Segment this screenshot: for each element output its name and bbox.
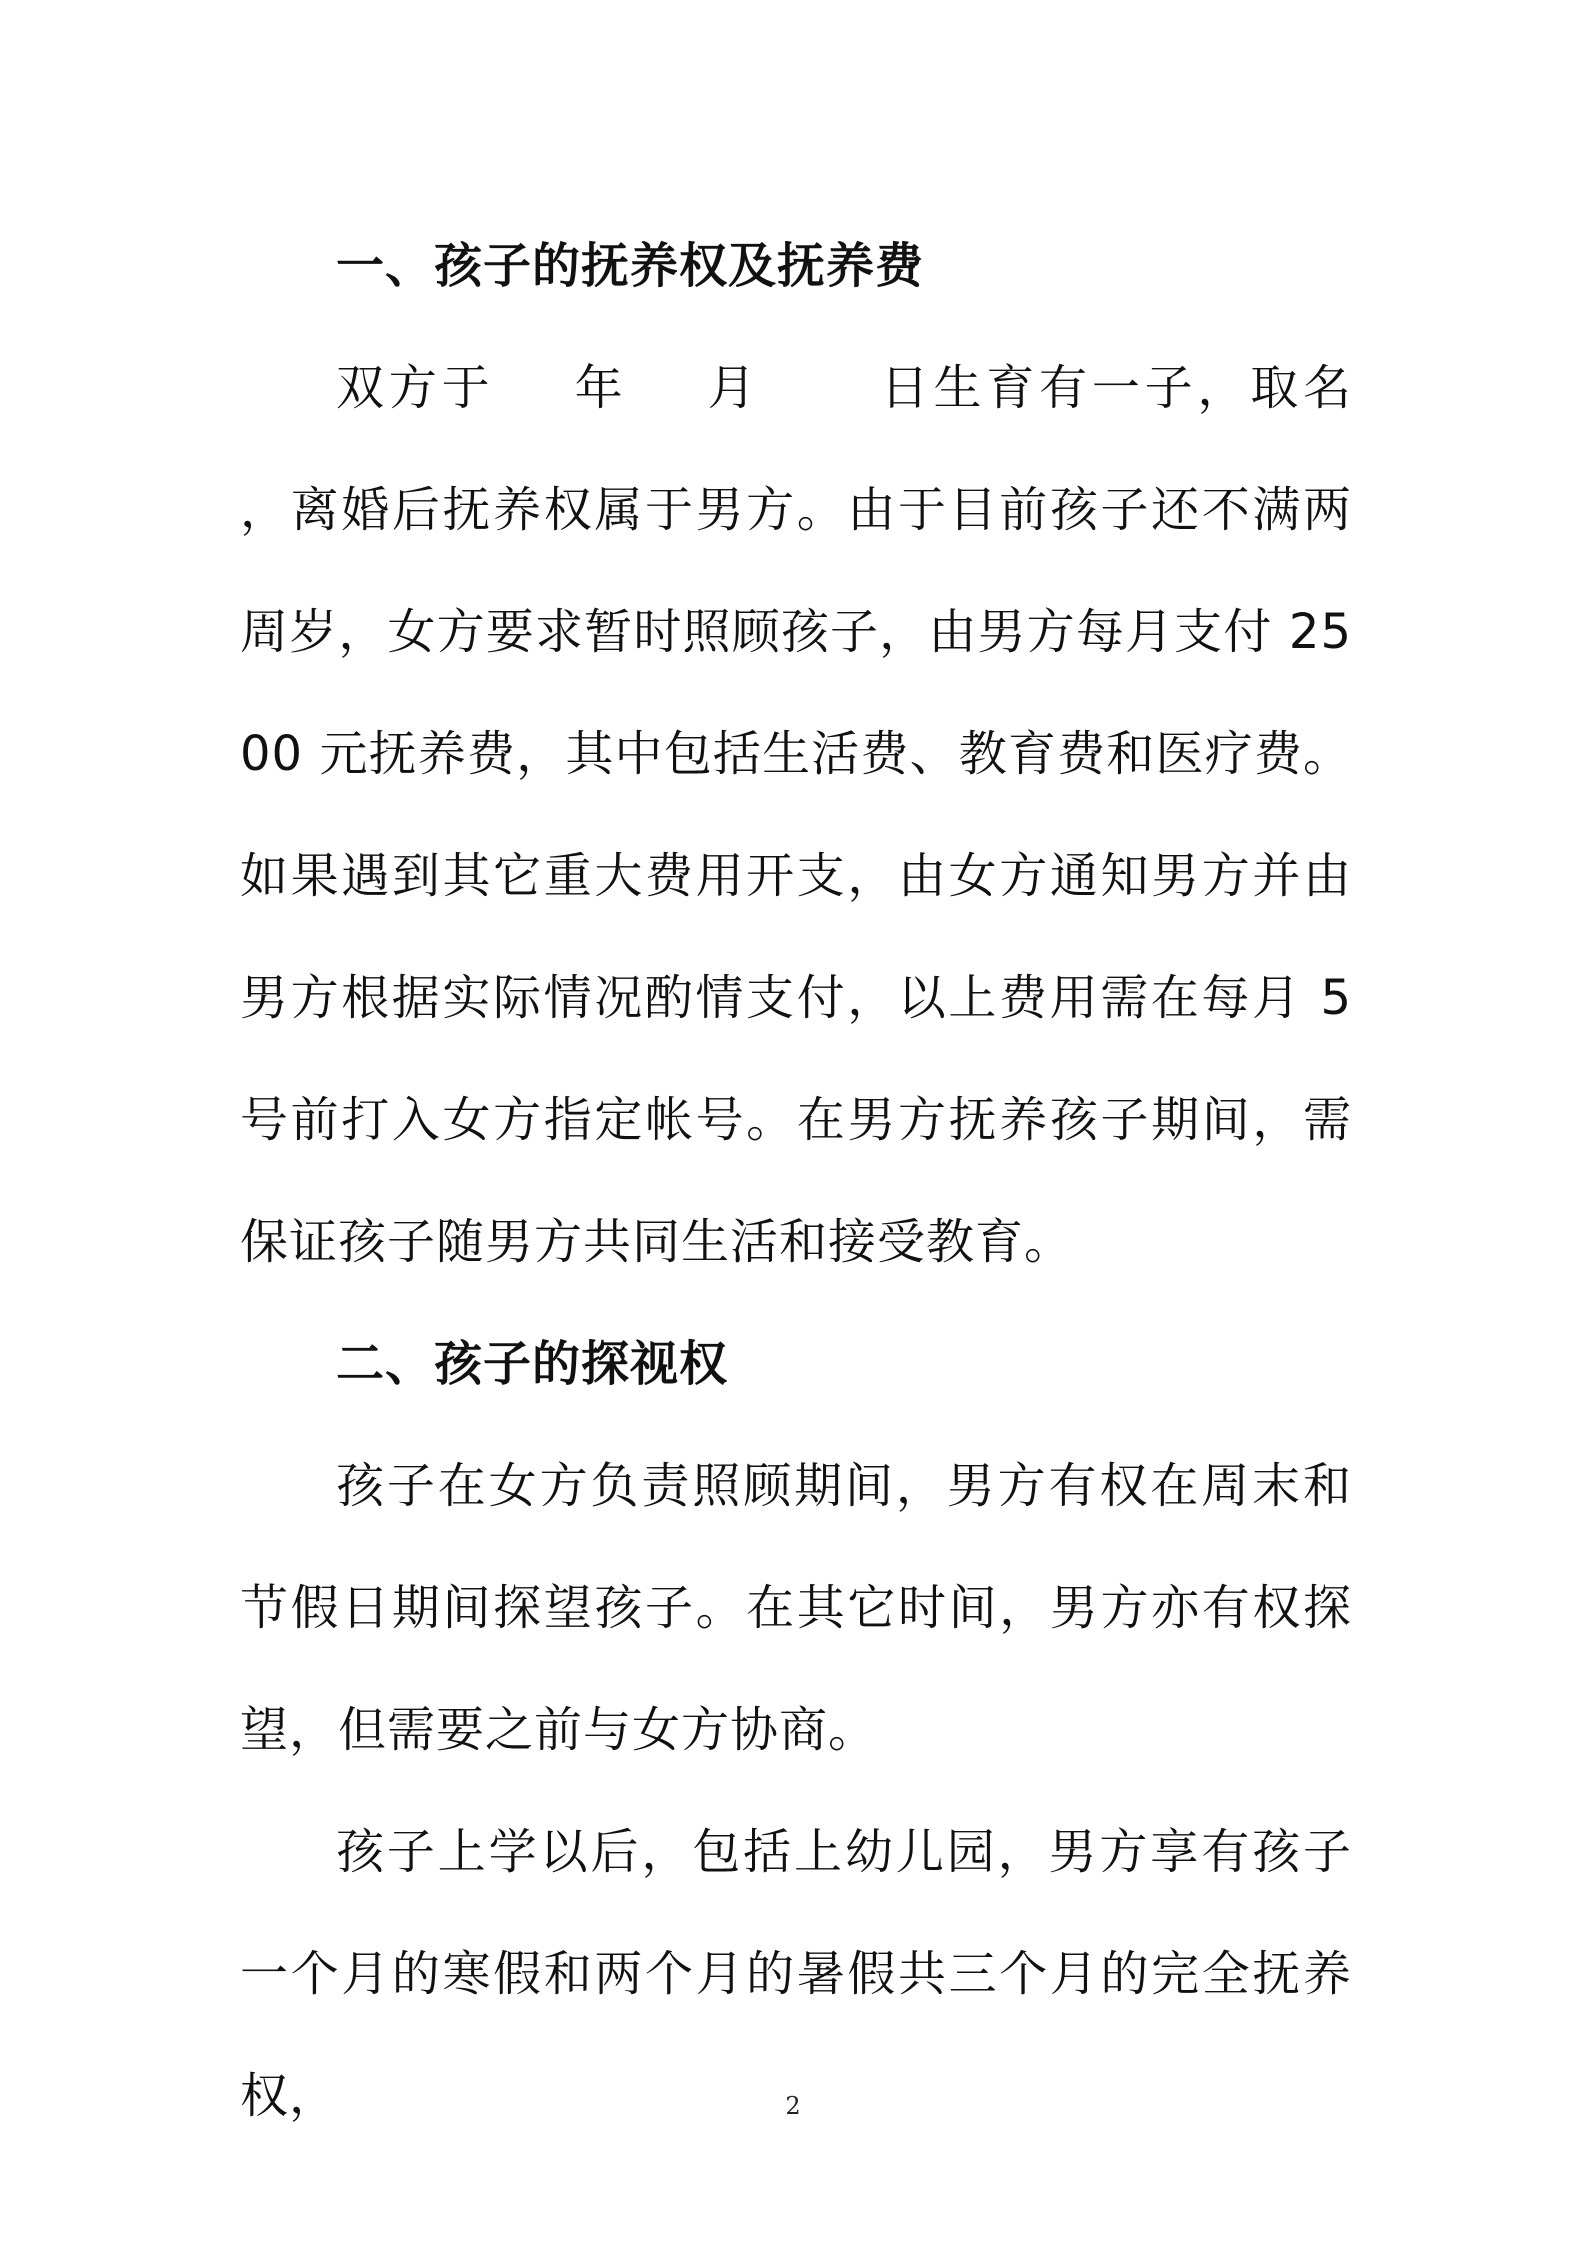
document-body (240, 205, 1450, 2157)
paragraph-custody-terms: 双方于 年 月 日生育有一子，取名 ，离婚后抚养权属于男方。由于目前孩子还不满两周岁，女方要求暂时照顾孩子，由男方每月支付 2500 元抚养费，其中包括生活费、教育费和医疗费。如果遇到其它重大费用开支，由女方通知男方并由男方根据实际情况酌情支付，以上费用需在每月 5 号前打入女方指定帐号。在男方抚养孩子期间，需保证孩子随男方共同生活和接受教育。 (240, 360, 1450, 1270)
section-heading-custody: 一、孩子的抚养权及抚养费 (336, 238, 925, 294)
page-number: 2 (785, 2092, 801, 2120)
paragraph-school-holidays: 孩子上学以后，包括上幼儿园，男方享有孩子一个月的寒假和两个月的暑假共三个月的完全抚养权， (240, 1824, 1352, 2124)
paragraph-visitation-terms: 孩子在女方负责照顾期间，男方有权在周末和节假日期间探望孩子。在其它时间，男方亦有权探望，但需要之前与女方协商。 (240, 1458, 1352, 1758)
section-heading-visitation: 二、孩子的探视权 (336, 1336, 729, 1392)
